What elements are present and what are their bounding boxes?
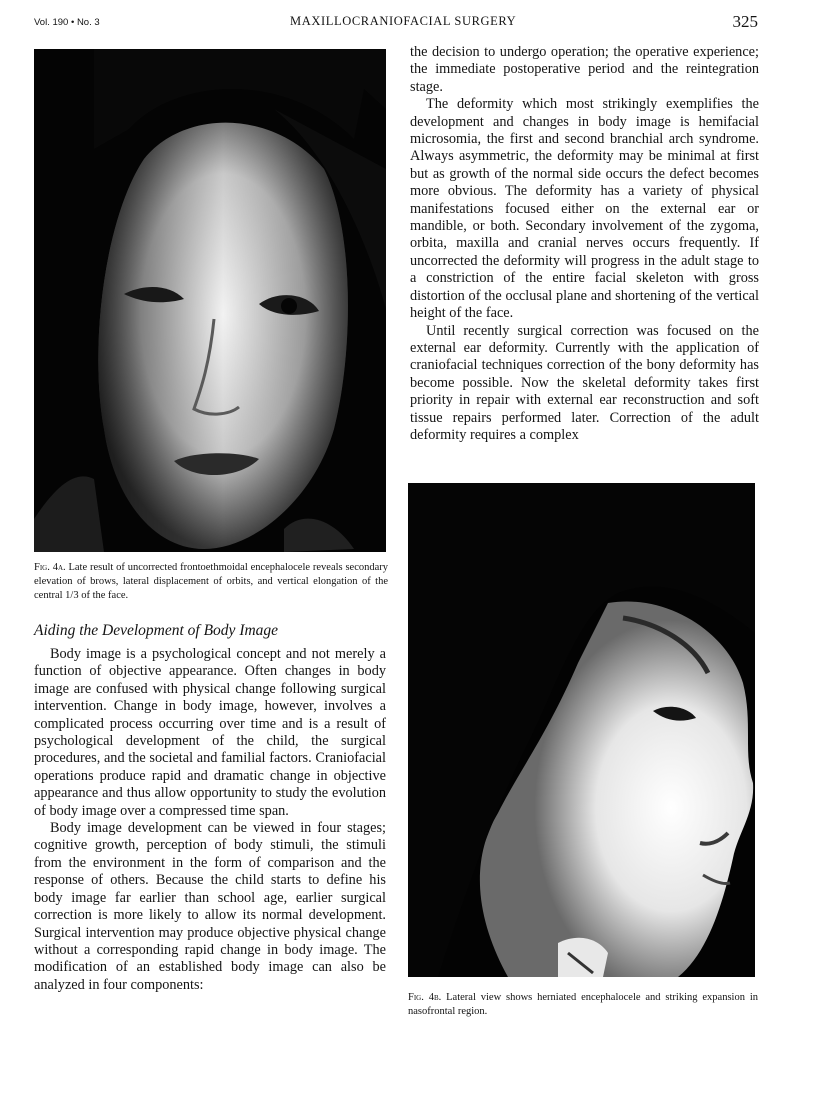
figure-4b-photo	[408, 483, 755, 977]
figure-4b-label: Fig. 4b.	[408, 992, 442, 1003]
paragraph: the decision to undergo operation; the operative experience; the immediate postoperative period and the reintegration stage.	[410, 44, 759, 95]
section-heading: Aiding the Development of Body Image	[34, 622, 279, 639]
page-number: 325	[732, 12, 758, 31]
running-header-journal: MAXILLOCRANIOFACIAL SURGERY	[290, 14, 517, 28]
figure-4a-label: Fig. 4a.	[34, 562, 66, 573]
paragraph: Body image development can be viewed in four stages; cognitive growth, perception of body stimuli, the stimuli from the environment in the form of comparison and the response of others. Because the child starts to define his body image far earlier than school age, earlier surgical correction is more likely to allow its normal development. Surgical intervention may produce objective physical change without a corresponding rapid change in body image. The modification of an established body image can also be analyzed in four components:	[34, 820, 386, 993]
paragraph: The deformity which most strikingly exemplifies the development and changes in body image is hemifacial microsomia, the first and second branchial arch syndrome. Always asymmetric, the deformity may be minimal at first but as growth of the normal side occurs the defect becomes more obvious. The deformity has a variety of physical manifestations focused either on the external ear or mandible, or both. Secondary involvement of the zygoma, orbita, maxilla and cranial nerves occurs frequently. If uncorrected the deformity will progress in the adult stage to a constriction of the entire facial skeleton with gross distortion of the occlusal plane and shortening of the vertical height of the face.	[410, 96, 759, 322]
figure-4a-photo	[34, 49, 386, 552]
paragraph: Body image is a psychological concept and not merely a function of objective appearance. Often changes in body image are confused with physical change following surgical intervention. Change in body image, however, involves a complicated process occurring over time and is a result of psychological development of the child, the surgical procedures, and the societal and familial factors. Craniofacial operations produce rapid and dramatic change in objective appearance and thus allow opportunity to study the evolution of body image over a compressed time span.	[34, 646, 386, 819]
figure-4a-caption	[34, 561, 388, 603]
right-column-text	[410, 44, 759, 444]
paragraph: Until recently surgical correction was focused on the external ear deformity. Currently with the application of craniofacial techniques correction of the bony deformity has become possible. Now the skeletal deformity takes first priority in repair with external ear reconstruction and soft tissue repairs performed later. Correction of the adult deformity requires a complex	[410, 322, 759, 443]
figure-4b-caption-text: Lateral view shows herniated encephalocele and striking expansion in nasofrontal region.	[408, 992, 758, 1017]
figure-4a-caption-text: Late result of uncorrected frontoethmoidal encephalocele reveals secondary elevation of brows, lateral displacement of orbits, and vertical elongation of the central 1/3 of the face.	[34, 562, 389, 601]
left-column-text	[34, 646, 386, 994]
running-header-volume: Vol. 190 • No. 3	[34, 17, 100, 28]
figure-4b-caption	[408, 991, 758, 1019]
